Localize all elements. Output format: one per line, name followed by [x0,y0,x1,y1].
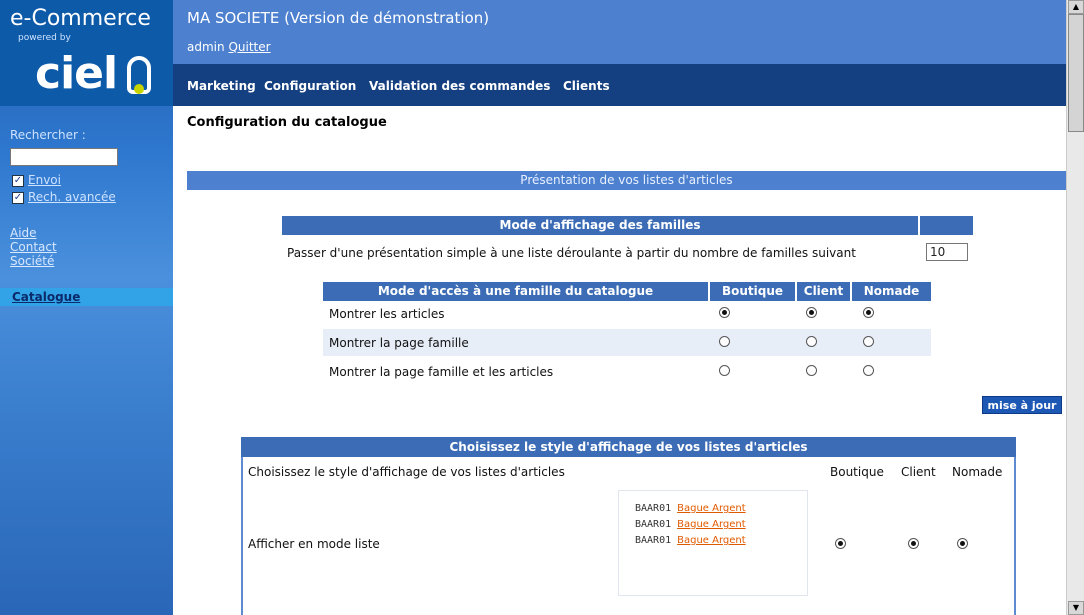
families-threshold-label: Passer d'une présentation simple à une liste déroulante à partir du nombre de familles suivant [287,246,856,260]
families-mode-header: Mode d'affichage des familles [282,216,918,235]
logout-link[interactable]: Quitter [228,40,271,54]
logo-line3: ciel [35,48,118,99]
advanced-search-checkbox[interactable]: ✓ [13,192,23,203]
logo-line1: e-Commerce [10,6,151,31]
menu-clients[interactable]: Clients [563,79,610,93]
access-both-client-radio[interactable] [806,365,817,376]
style-col-boutique: Boutique [830,465,884,479]
preview-code: BAAR01 [635,519,672,530]
preview-code: BAAR01 [635,535,672,546]
envoi-checkbox[interactable]: ✓ [13,175,23,186]
access-articles-boutique-radio[interactable] [719,307,730,318]
access-col-client: Client [797,282,850,301]
access-row-label: Montrer la page famille [329,336,469,350]
families-threshold-input[interactable]: 10 [926,243,968,261]
access-both-boutique-radio[interactable] [719,365,730,376]
style-col-client: Client [901,465,936,479]
access-mode-header: Mode d'accès à une famille du catalogue [323,282,708,301]
access-famille-client-radio[interactable] [806,336,817,347]
access-famille-nomade-radio[interactable] [863,336,874,347]
families-mode-header-extra [920,216,973,235]
logo-line2: powered by [18,33,71,43]
vertical-scrollbar[interactable] [1066,0,1084,615]
access-row-label: Montrer les articles [329,307,445,321]
list-style-subheader: Choisissez le style d'affichage de vos listes d'articles [248,465,565,479]
style-col-nomade: Nomade [952,465,1003,479]
scroll-up-arrow-icon[interactable]: ▲ [1068,0,1084,14]
menu-validation-commandes[interactable]: Validation des commandes [369,79,551,93]
preview-row [635,535,746,546]
search-label: Rechercher : [10,128,86,142]
header [173,0,1066,64]
search-input[interactable] [10,148,118,166]
update-button[interactable]: mise à jour [982,396,1062,414]
page-title: Configuration du catalogue [187,115,387,130]
list-mode-client-radio[interactable] [908,538,919,549]
envoi-link[interactable]: Envoi [28,173,61,187]
username: admin [187,40,225,54]
sidebar-item-catalogue[interactable] [0,288,173,306]
preview-row [635,519,746,530]
access-articles-nomade-radio[interactable] [863,307,874,318]
preview-row [635,503,746,514]
list-style-header: Choisissez le style d'affichage de vos listes d'articles [241,437,1016,457]
preview-link[interactable]: Bague Argent [677,519,746,530]
sidebar-link-aide[interactable]: Aide [10,226,37,240]
list-mode-preview [618,490,808,596]
access-row-label: Montrer la page famille et les articles [329,365,554,379]
preview-code: BAAR01 [635,503,672,514]
preview-link[interactable]: Bague Argent [677,503,746,514]
advanced-search-link[interactable]: Rech. avancée [28,190,116,204]
scrollbar-thumb[interactable] [1068,14,1084,132]
lightbulb-dot-icon [134,84,144,94]
access-col-boutique: Boutique [710,282,795,301]
sidebar [0,0,173,615]
sidebar-item-catalogue-label: Catalogue [12,290,81,304]
access-articles-client-radio[interactable] [806,307,817,318]
scroll-down-arrow-icon[interactable]: ▼ [1068,601,1084,615]
section-header: Présentation de vos listes d'articles [187,171,1066,190]
access-famille-boutique-radio[interactable] [719,336,730,347]
company-title: MA SOCIETE (Version de démonstration) [187,9,490,27]
preview-link[interactable]: Bague Argent [677,535,746,546]
main-menu [173,64,1066,106]
sidebar-link-contact[interactable]: Contact [10,240,57,254]
sidebar-link-societe[interactable]: Société [10,254,55,268]
user-info [187,40,271,54]
menu-marketing[interactable]: Marketing [187,79,256,93]
menu-configuration[interactable]: Configuration [264,79,357,93]
ecommerce-ciel-logo[interactable] [0,0,173,106]
list-mode-label: Afficher en mode liste [248,537,380,551]
access-both-nomade-radio[interactable] [863,365,874,376]
list-mode-boutique-radio[interactable] [835,538,846,549]
access-col-nomade: Nomade [852,282,931,301]
list-mode-nomade-radio[interactable] [957,538,968,549]
